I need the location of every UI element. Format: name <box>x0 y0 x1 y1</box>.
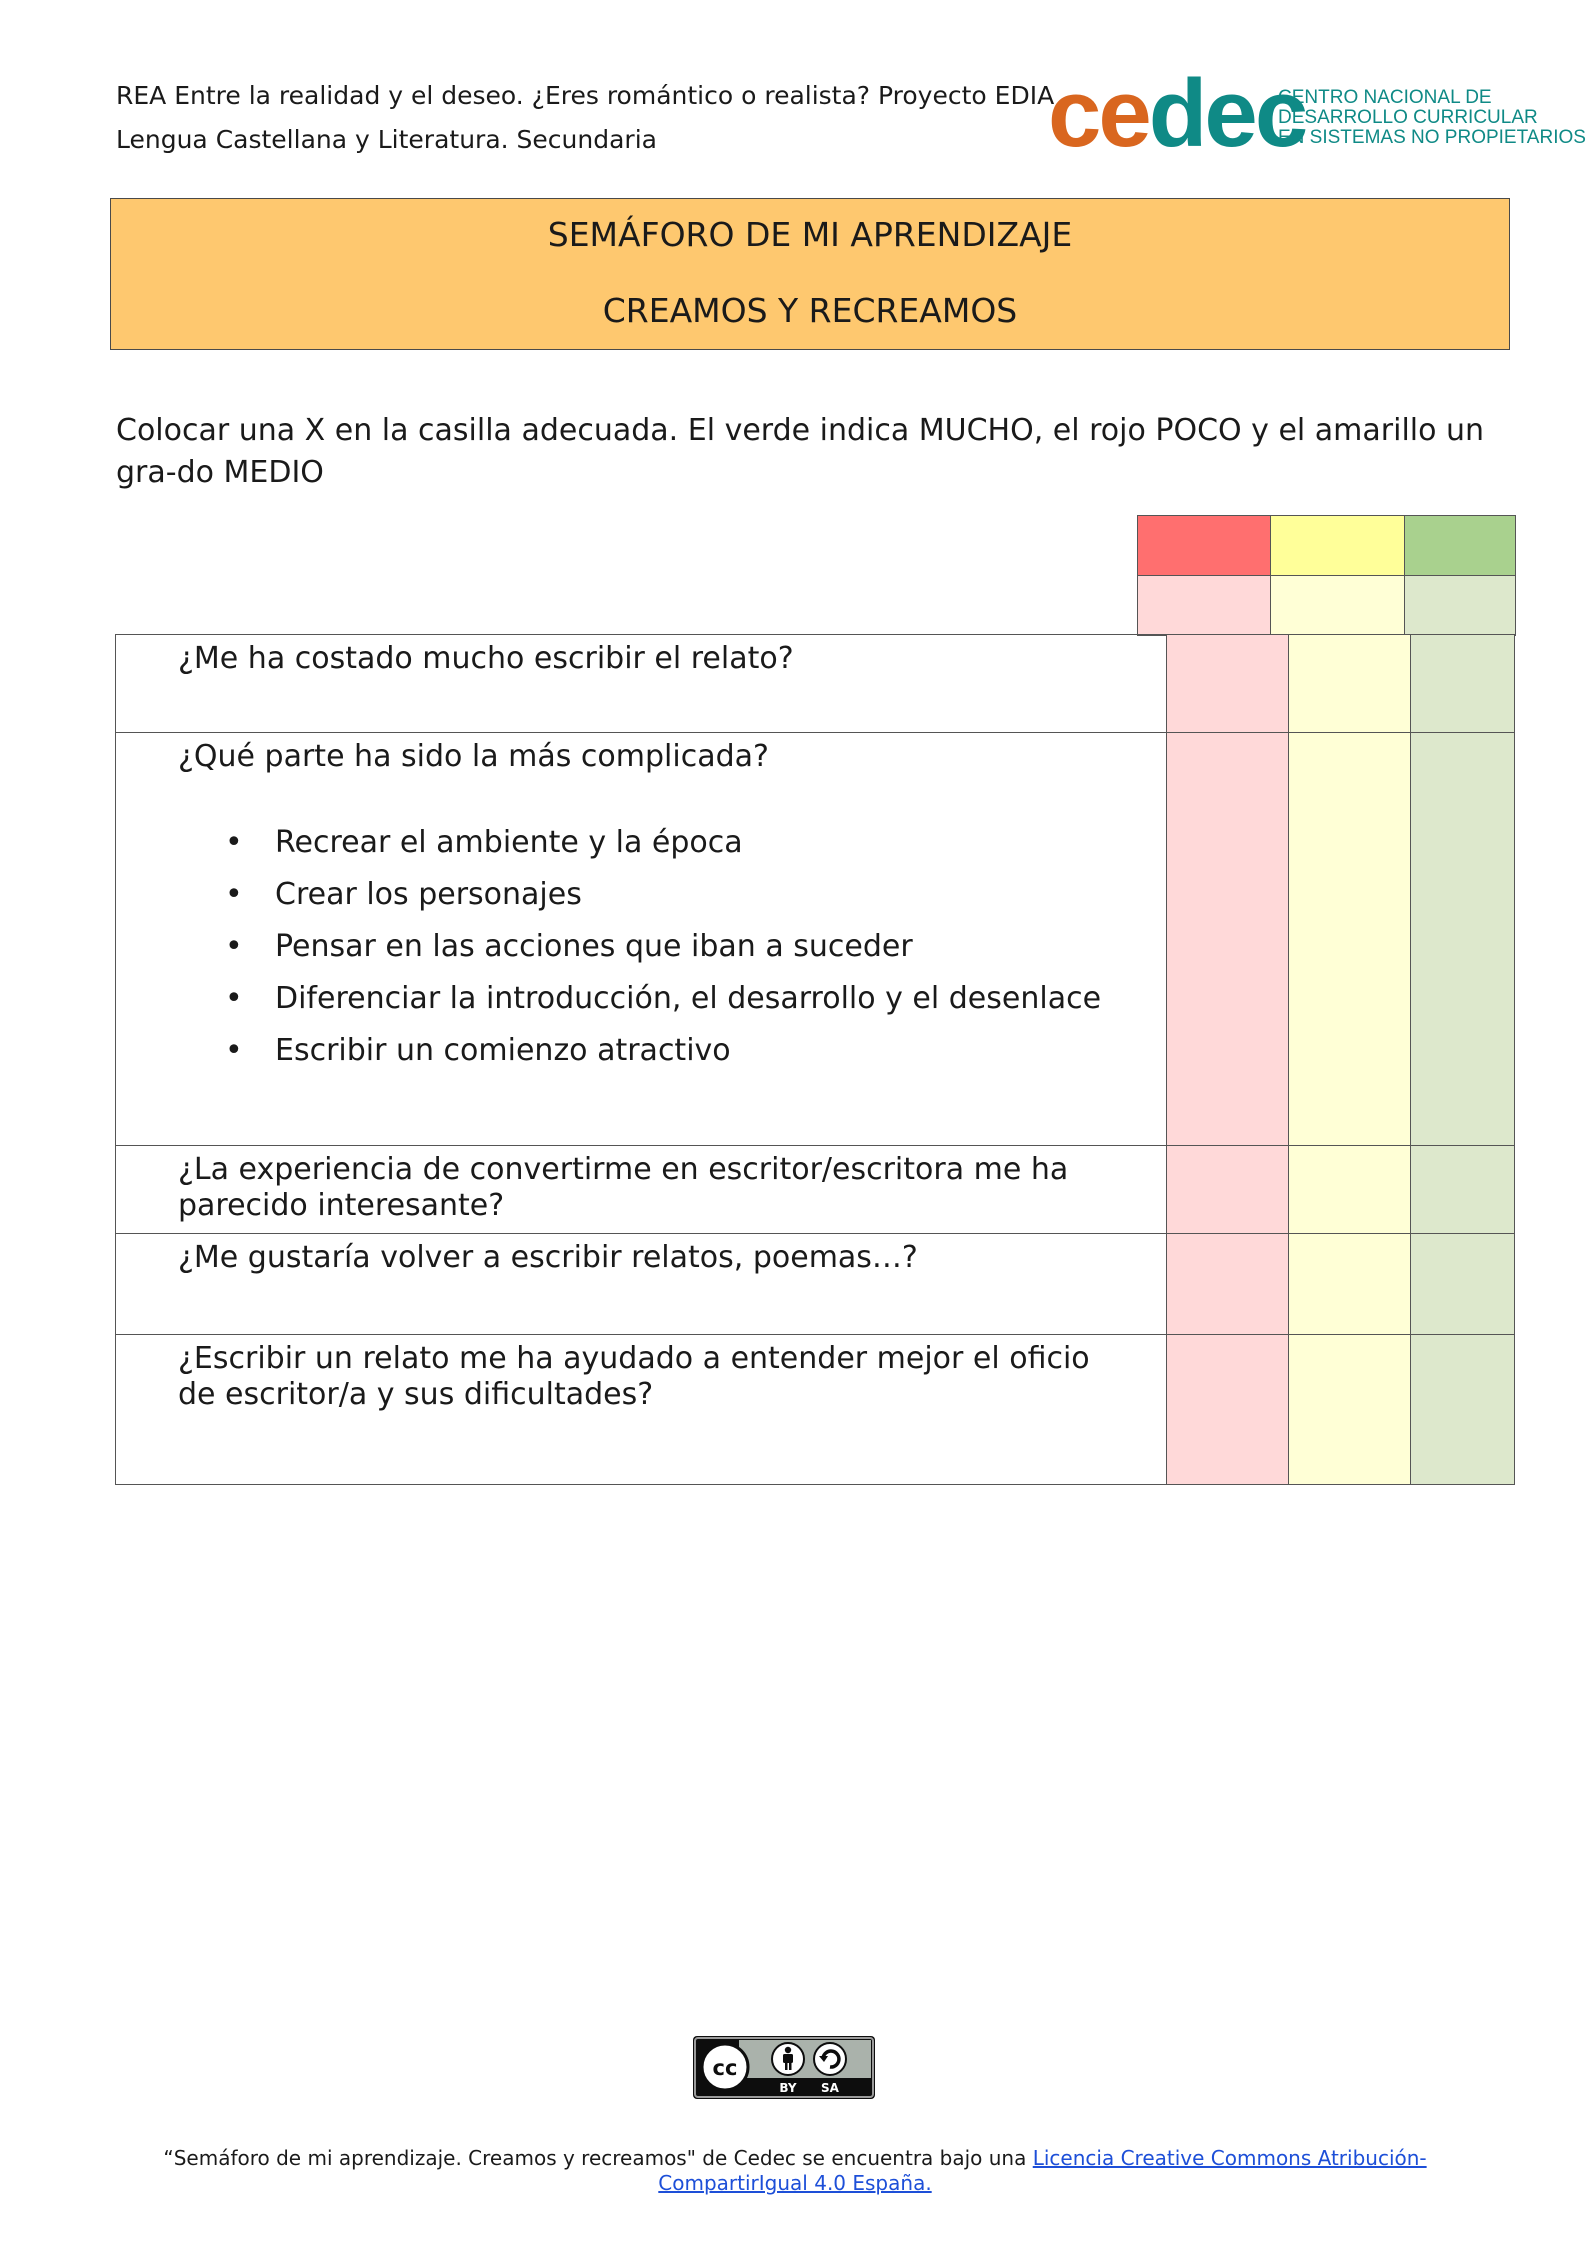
table-row <box>116 1335 1515 1485</box>
sa-text: SA <box>821 2081 839 2095</box>
self-assessment-table <box>115 634 1515 1485</box>
red-header-cell <box>1137 515 1271 577</box>
answer-cell-poco[interactable] <box>1167 733 1288 1146</box>
yellow-header-cell <box>1270 515 1405 577</box>
instructions: Colocar una X en la casilla adecuada. El verde indica MUCHO, el rojo POCO y el amarillo un gra-do MEDIO <box>116 413 1485 490</box>
license-link[interactable]: Licencia Creative Commons Atribución-CompartirIgual 4.0 España. <box>658 2146 1427 2195</box>
footer-text: “Semáforo de mi aprendizaje. Creamos y recreamos" de Cedec se encuentra bajo una <box>163 2146 1033 2170</box>
question-2: ¿Qué parte ha sido la más complicada? <box>178 739 769 774</box>
table-row <box>116 1234 1515 1335</box>
answer-cell-medio[interactable] <box>1288 1335 1410 1485</box>
table-row <box>116 733 1515 1146</box>
red-subheader-cell <box>1137 575 1271 636</box>
question-5: ¿Escribir un relato me ha ayudado a entender mejor el oficio de escritor/a y sus dificultades? <box>116 1335 1167 1485</box>
list-item: • Diferenciar la introducción, el desarrollo y el desenlace <box>275 973 1136 1025</box>
page-title: SEMÁFORO DE MI APRENDIZAJE <box>547 215 1073 254</box>
logo-subtitle: CENTRO NACIONAL DE DESARROLLO CURRICULAR EN SISTEMAS NO PROPIETARIOS <box>1278 87 1586 148</box>
list-item: • Pensar en las acciones que iban a suceder <box>275 921 1136 973</box>
green-header-cell <box>1404 515 1516 577</box>
document-header <box>116 74 1054 162</box>
question-3: ¿La experiencia de convertirme en escritor/escritora me ha parecido interesante? <box>116 1146 1167 1234</box>
answer-cell-mucho[interactable] <box>1410 1234 1514 1335</box>
answer-cell-poco[interactable] <box>1167 635 1288 733</box>
answer-cell-mucho[interactable] <box>1410 635 1514 733</box>
title-box <box>110 198 1510 350</box>
answer-cell-medio[interactable] <box>1288 635 1410 733</box>
answer-cell-mucho[interactable] <box>1410 733 1514 1146</box>
table-row <box>116 1146 1515 1234</box>
header-line-2: Lengua Castellana y Literatura. Secundaria <box>116 125 657 154</box>
answer-cell-mucho[interactable] <box>1410 1146 1514 1234</box>
answer-cell-medio[interactable] <box>1288 1234 1410 1335</box>
list-item: • Recrear el ambiente y la época <box>275 817 1136 869</box>
question-4: ¿Me gustaría volver a escribir relatos, poemas…? <box>116 1234 1167 1335</box>
cc-by-sa-badge <box>693 2036 875 2099</box>
question-1: ¿Me ha costado mucho escribir el relato? <box>116 635 1167 733</box>
question-2-cell <box>116 733 1167 1146</box>
table-row <box>116 635 1515 733</box>
license-footer <box>90 2146 1500 2196</box>
options-list <box>178 817 1136 1077</box>
cc-text: cc <box>712 2056 738 2080</box>
answer-cell-medio[interactable] <box>1288 733 1410 1146</box>
list-item: • Crear los personajes <box>275 869 1136 921</box>
list-item: • Escribir un comienzo atractivo <box>275 1025 1136 1077</box>
answer-cell-mucho[interactable] <box>1410 1335 1514 1485</box>
logo-wordmark: cedec <box>1048 60 1306 167</box>
cc-license-icon <box>693 2036 875 2099</box>
answer-cell-poco[interactable] <box>1167 1234 1288 1335</box>
header-line-1: REA Entre la realidad y el deseo. ¿Eres romántico o realista? Proyecto EDIA <box>116 81 1055 110</box>
by-text: BY <box>779 2081 797 2095</box>
green-subheader-cell <box>1404 575 1516 636</box>
answer-cell-medio[interactable] <box>1288 1146 1410 1234</box>
answer-cell-poco[interactable] <box>1167 1335 1288 1485</box>
page-subtitle: CREAMOS Y RECREAMOS <box>602 291 1018 330</box>
answer-cell-poco[interactable] <box>1167 1146 1288 1234</box>
yellow-subheader-cell <box>1270 575 1405 636</box>
